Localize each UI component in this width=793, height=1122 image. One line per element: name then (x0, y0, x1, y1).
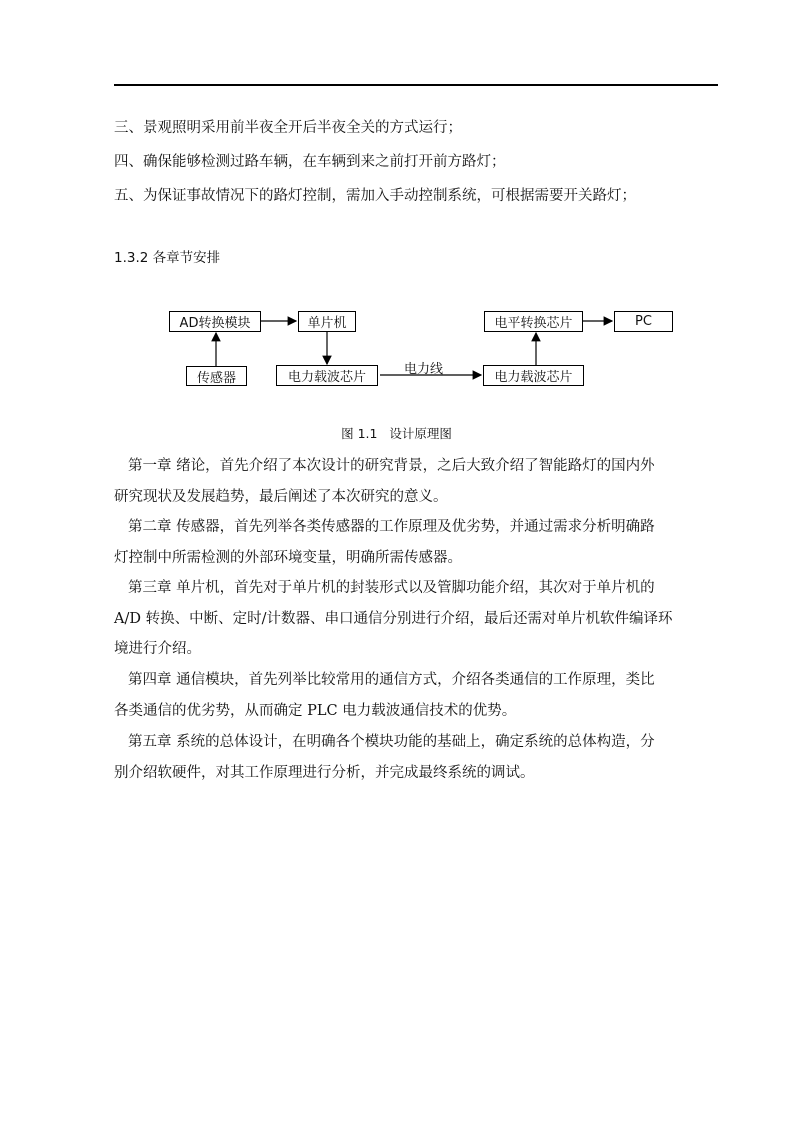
plc-chip-left-box: 电力载波芯片 (276, 365, 378, 386)
chapter-3-line-1: 第三章 单片机，首先对于单片机的封装形式以及管脚功能介绍，其次对于单片机的 (128, 580, 655, 596)
chapter-5-line-1: 第五章 系统的总体设计，在明确各个模块功能的基础上，确定系统的总体构造，分 (128, 734, 655, 750)
figure-caption: 图 1.1 设计原理图 (341, 426, 452, 441)
requirement-3: 三、景观照明采用前半夜全开后半夜全关的方式运行； (114, 120, 462, 136)
sensor-box: 传感器 (186, 366, 247, 386)
chapter-5-line-2: 别介绍软硬件，对其工作原理进行分析，并完成最终系统的调试。 (114, 764, 535, 781)
chapter-3-paragraph (114, 573, 718, 665)
chapter-3-line-3: 境进行介绍。 (114, 641, 201, 657)
chapter-4-line-2: 各类通信的优劣势，从而确定 PLC 电力载波通信技术的优势。 (114, 702, 517, 719)
chapter-4-paragraph (114, 665, 718, 726)
header-rule (114, 84, 718, 86)
chapter-4-line-1: 第四章 通信模块，首先列举比较常用的通信方式，介绍各类通信的工作原理，类比 (128, 672, 655, 688)
power-line-label: 电力线 (404, 362, 444, 377)
chapter-2-line-2: 灯控制中所需检测的外部环境变量，明确所需传感器。 (114, 549, 462, 566)
mcu-box: 单片机 (298, 311, 356, 332)
requirement-5: 五、为保证事故情况下的路灯控制，需加入手动控制系统，可根据需要开关路灯； (114, 188, 636, 204)
chapter-1-line-2: 研究现状及发展趋势，最后阐述了本次研究的意义。 (114, 488, 448, 505)
requirement-4: 四、确保能够检测过路车辆，在车辆到来之前打开前方路灯； (114, 154, 506, 170)
chapter-3-line-2: A/D 转换、中断、定时/计数器、串口通信分别进行介绍，最后还需对单片机软件编译环 (114, 610, 673, 627)
chapter-1-paragraph (114, 451, 718, 512)
chapter-5-paragraph (114, 727, 718, 788)
ad-module-box: AD转换模块 (169, 311, 261, 332)
chapter-1-line-1: 第一章 绪论，首先介绍了本次设计的研究背景，之后大致介绍了智能路灯的国内外 (128, 458, 655, 474)
chapter-2-line-1: 第二章 传感器，首先列举各类传感器的工作原理及优劣势，并通过需求分析明确路 (128, 519, 655, 535)
level-chip-box: 电平转换芯片 (484, 311, 583, 332)
pc-box: PC (614, 311, 673, 332)
plc-chip-right-box: 电力载波芯片 (483, 365, 584, 386)
section-heading: 1.3.2 各章节安排 (114, 250, 221, 266)
chapter-2-paragraph (114, 512, 718, 573)
